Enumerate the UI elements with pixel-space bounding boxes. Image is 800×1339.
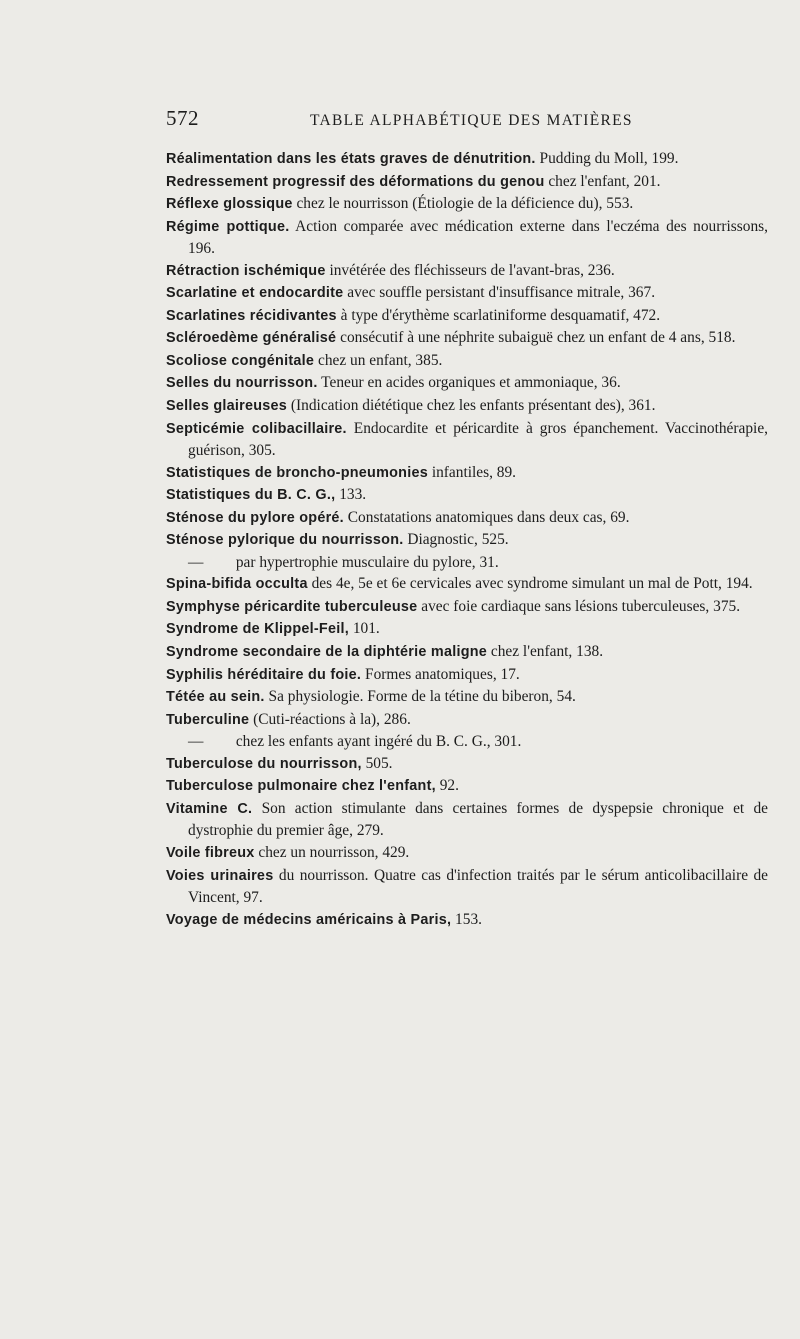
index-entry: [166, 842, 768, 865]
index-entry: [166, 282, 768, 305]
index-description: Action comparée avec médication externe dans l'eczéma des nourrissons, 196.: [188, 217, 768, 258]
index-entry: [166, 709, 768, 732]
running-title: TABLE ALPHABÉTIQUE DES MATIÈRES: [310, 112, 633, 129]
index-entry: [166, 731, 768, 753]
index-entry: [166, 573, 768, 596]
index-entry: [166, 148, 768, 171]
index-description: des 4e, 5e et 6e cervicales avec syndrome simulant un mal de Pott, 194.: [307, 575, 753, 593]
index-description: Endocardite et péricardite à gros épanchement. Vaccinothérapie, guérison, 305.: [188, 419, 768, 460]
index-description: 92.: [435, 777, 459, 795]
index-entry: [166, 327, 768, 350]
index-term: Tétée au sein.: [166, 689, 265, 706]
index-term: Statistiques du B. C. G.,: [166, 487, 336, 504]
index-description: à type d'érythème scarlatiniforme desquamatif, 472.: [336, 306, 661, 324]
index-description: chez un nourrisson, 429.: [254, 843, 410, 861]
index-description: chez le nourrisson (Étiologie de la déficience du), 553.: [292, 195, 634, 213]
index-term: Sténose du pylore opéré.: [166, 509, 344, 526]
index-term: Tuberculine: [166, 711, 250, 728]
index-term: Scarlatines récidivantes: [166, 307, 337, 324]
index-term: Selles du nourrisson.: [166, 375, 318, 392]
index-description: par hypertrophie musculaire du pylore, 31.: [232, 553, 499, 571]
index-entry: [166, 686, 768, 709]
index-entry: [166, 305, 768, 328]
index-description: 101.: [348, 620, 380, 638]
index-entry: [166, 193, 768, 216]
index-entry: [166, 664, 768, 687]
index-term: Scléroedème généralisé: [166, 330, 337, 347]
index-term: Spina-bifida occulta: [166, 576, 308, 593]
index-term: Syndrome de Klippel-Feil,: [166, 621, 349, 638]
index-description: consécutif à une néphrite subaiguë chez un enfant de 4 ans, 518.: [336, 329, 736, 347]
index-description: chez les enfants ayant ingéré du B. C. G., 301.: [232, 733, 522, 751]
index-entry: [166, 484, 768, 507]
index-description: chez un enfant, 385.: [314, 351, 443, 369]
index-entry: [166, 798, 768, 842]
running-head: [166, 108, 766, 134]
index-term: Rétraction ischémique: [166, 262, 326, 279]
index-entry: [166, 552, 768, 574]
ditto-dash: —: [188, 553, 204, 571]
index-term: Statistiques de broncho-pneumonies: [166, 464, 428, 481]
index-entry: [166, 909, 768, 932]
index-term: Redressement progressif des déformations du genou: [166, 173, 545, 190]
index-term: Réflexe glossique: [166, 196, 293, 213]
index-description: 133.: [335, 486, 367, 504]
index-term: Scoliose congénitale: [166, 352, 315, 369]
index-term: Symphyse péricardite tuberculeuse: [166, 598, 418, 615]
index-term: Sténose pylorique du nourrisson.: [166, 532, 404, 549]
index-term: Régime pottique.: [166, 218, 290, 235]
index-description: avec souffle persistant d'insuffisance mitrale, 367.: [343, 284, 656, 302]
index-entry: [166, 507, 768, 530]
index-term: Vitamine C.: [166, 800, 253, 817]
index-description: infantiles, 89.: [427, 463, 517, 481]
index-term: Réalimentation dans les états graves de dénutrition.: [166, 151, 536, 167]
index-description: 153.: [451, 910, 482, 928]
index-term: Syphilis héréditaire du foie.: [166, 666, 362, 683]
index-entry: [166, 865, 768, 909]
index-description: du nourrisson. Quatre cas d'infection traités par le sérum anticolibacillaire de Vincent, 97.: [188, 866, 768, 907]
index-description: (Cuti-réactions à la), 286.: [249, 710, 411, 728]
index-description: Diagnostic, 525.: [403, 531, 509, 549]
page-number: 572: [166, 106, 199, 130]
index-entry: [166, 462, 768, 485]
index-description: chez l'enfant, 201.: [544, 172, 661, 190]
index-entry: [166, 171, 768, 194]
index-term: Tuberculose pulmonaire chez l'enfant,: [166, 778, 436, 795]
index-description: Son action stimulante dans certaines formes de dyspepsie chronique et de dystrophie du premier âge, 279.: [188, 799, 769, 840]
index-entry: [166, 350, 768, 373]
index-entry: [166, 395, 768, 418]
index-entry: [166, 596, 768, 619]
index-description: avec foie cardiaque sans lésions tuberculeuses, 375.: [417, 597, 741, 615]
ditto-dash: —: [188, 733, 204, 751]
index-description: Teneur en acides organiques et ammoniaque, 36.: [317, 374, 621, 392]
index-term: Septicémie colibacillaire.: [166, 420, 347, 437]
index-entry: [166, 216, 768, 260]
index-term: Voies urinaires: [166, 867, 274, 884]
index-entry: [166, 753, 768, 776]
index-term: Scarlatine et endocardite: [166, 285, 344, 302]
index-entries: [166, 148, 768, 931]
index-term: Selles glaireuses: [166, 398, 288, 415]
index-description: (Indication diététique chez les enfants présentant des), 361.: [287, 397, 656, 415]
index-term: Voile fibreux: [166, 844, 255, 861]
index-entry: [166, 418, 768, 462]
index-entry: [166, 372, 768, 395]
index-description: Constatations anatomiques dans deux cas, 69.: [343, 508, 630, 526]
index-term: Voyage de médecins américains à Paris,: [166, 911, 452, 928]
index-description: invétérée des fléchisseurs de l'avant-bras, 236.: [325, 261, 615, 279]
index-entry: [166, 529, 768, 552]
index-entry: [166, 260, 768, 283]
index-description: Sa physiologie. Forme de la tétine du biberon, 54.: [264, 688, 576, 706]
index-description: Pudding du Moll, 199.: [535, 150, 679, 167]
index-term: Tuberculose du nourrisson,: [166, 755, 362, 772]
index-entry: [166, 641, 768, 664]
index-entry: [166, 775, 768, 798]
index-description: Formes anatomiques, 17.: [361, 665, 520, 683]
index-term: Syndrome secondaire de la diphtérie maligne: [166, 644, 488, 661]
index-description: chez l'enfant, 138.: [487, 643, 604, 661]
index-entry: [166, 618, 768, 641]
index-description: 505.: [361, 754, 393, 772]
